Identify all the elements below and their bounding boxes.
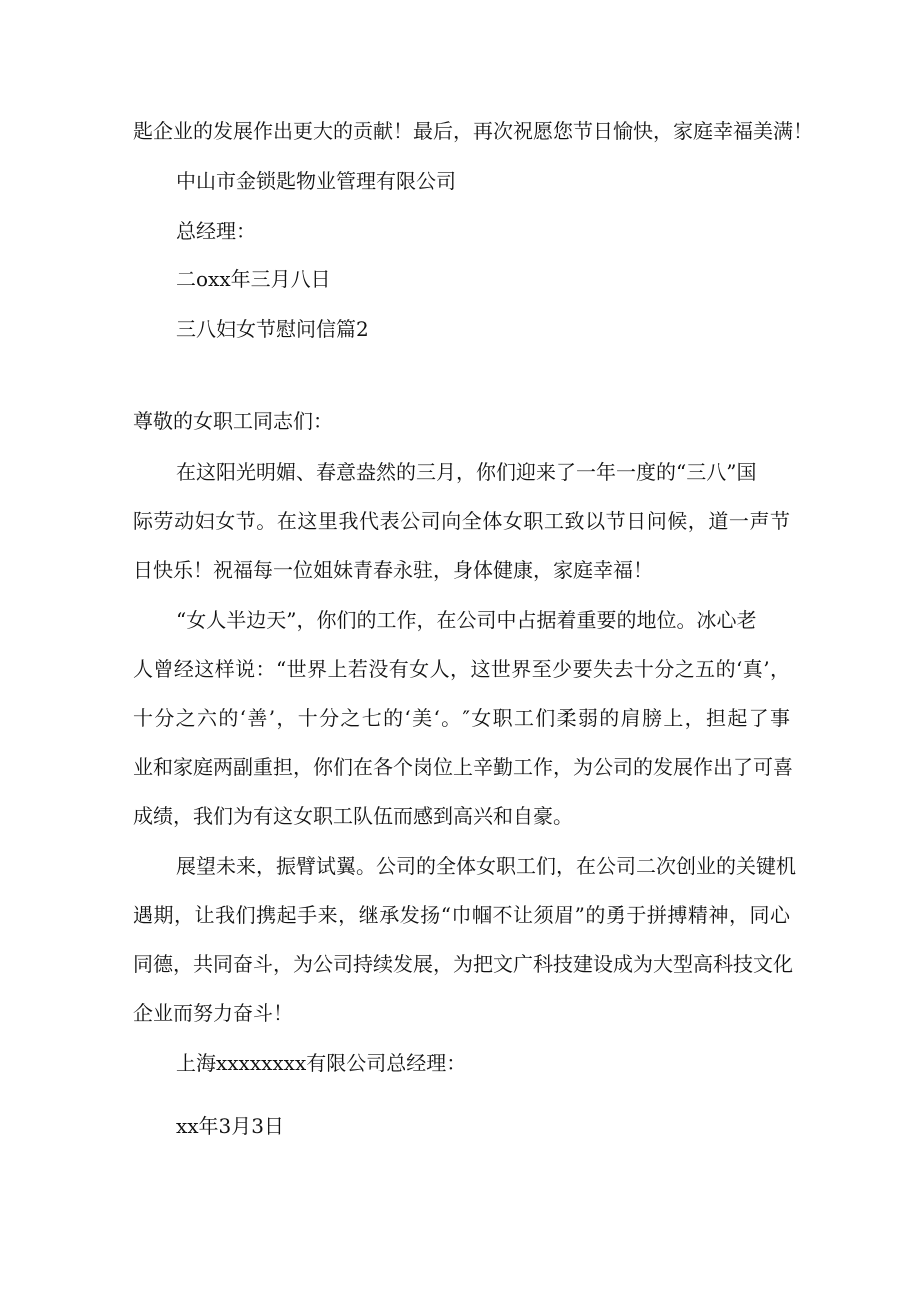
- paragraph-2-line-1: “女人半边天”，你们的工作，在公司中占据着重要的地位。冰心老: [176, 608, 757, 632]
- date-line: 二oxx年三月八日: [176, 267, 331, 291]
- paragraph-1-line-2: 际劳动妇女节。在这里我代表公司向全体女职工致以节日问候，道一声节: [133, 509, 790, 533]
- paragraph-2-line-5: 成绩，我们为有这女职工队伍而感到高兴和自豪。: [133, 804, 573, 828]
- paragraph-2-line-2: 人曾经这样说：“世界上若没有女人，这世界至少要失去十分之五的‘真’，: [133, 657, 790, 681]
- paragraph-2-line-3: 十分之六的‘善’，十分之七的‘美‘。″女职工们柔弱的肩膀上，担起了事: [133, 706, 790, 730]
- paragraph-3-line-3: 同德，共同奋斗，为公司持续发展，为把文广科技建设成为大型高科技文化: [133, 952, 793, 976]
- salutation: 尊敬的女职工同志们：: [133, 409, 333, 433]
- general-manager-label: 总经理：: [176, 219, 256, 243]
- company-name: 中山市金锁匙物业管理有限公司: [176, 169, 456, 193]
- paragraph-2-line-4: 业和家庭两副重担，你们在各个岗位上辛勤工作，为公司的发展作出了可喜: [133, 755, 793, 779]
- signature-date: xx年3月3日: [176, 1114, 285, 1138]
- paragraph-3-line-2: 遇期，让我们携起手来，继承发扬“巾帼不让须眉”的勇于拼搏精神，同心: [133, 903, 790, 927]
- paragraph-3-line-1: 展望未来，振臂试翼。公司的全体女职工们，在公司二次创业的关键机: [176, 854, 796, 878]
- section-title: 三八妇女节慰问信篇2: [176, 317, 369, 341]
- paragraph-3-line-4: 企业而努力奋斗！: [133, 1001, 293, 1025]
- text-line-1: 匙企业的发展作出更大的贡献！最后，再次祝愿您节日愉快，家庭幸福美满！: [133, 119, 813, 143]
- paragraph-1-line-3: 日快乐！祝福每一位姐妹青春永驻，身体健康，家庭幸福！: [133, 558, 653, 582]
- signature-company: 上海xxxxxxxx有限公司总经理：: [176, 1051, 467, 1075]
- paragraph-1-line-1: 在这阳光明媚、春意盎然的三月，你们迎来了一年一度的“三八”国: [176, 460, 757, 484]
